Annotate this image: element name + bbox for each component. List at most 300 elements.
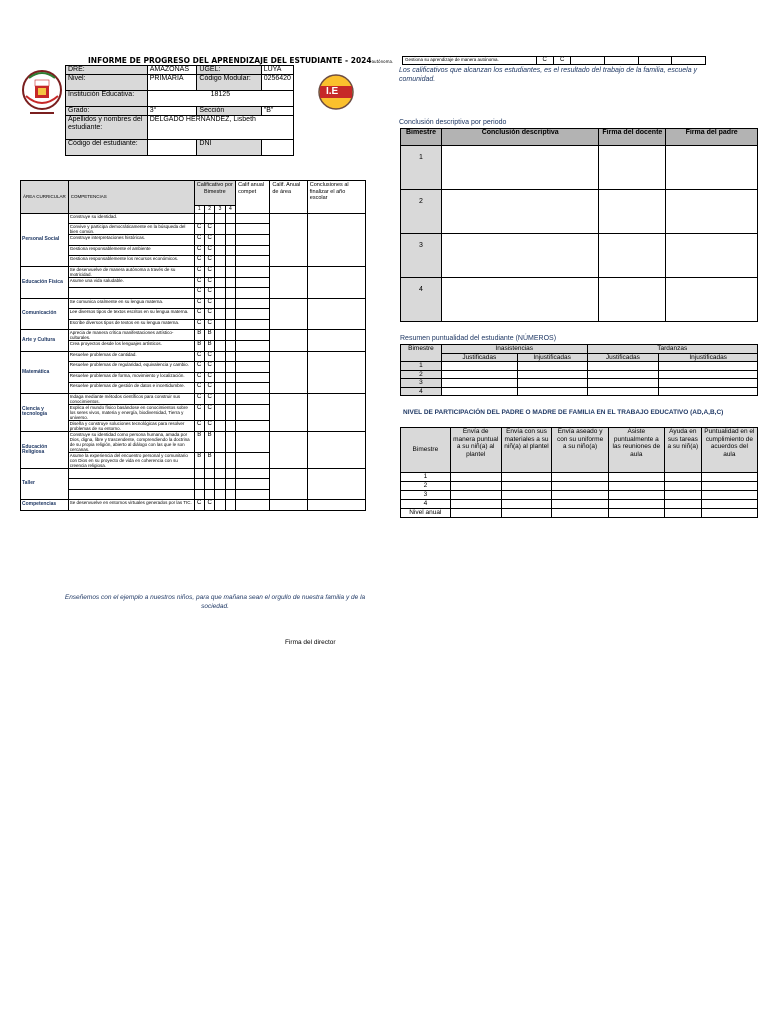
info-value-2: 0256420 <box>261 75 293 91</box>
bimestre-number: 3 <box>401 234 442 278</box>
grade-cell: C <box>194 298 204 309</box>
calif-anual-cell <box>236 319 270 330</box>
competencia-text <box>68 479 194 490</box>
conclusion-header: Bimestre <box>401 129 442 146</box>
participation-cell <box>608 473 664 482</box>
table-row <box>21 298 366 309</box>
grade-cell <box>225 404 235 420</box>
header-calif-area: Calif. Anual de área <box>270 181 307 214</box>
grade-cell <box>194 468 204 479</box>
area-name: Educación Religiosa <box>21 431 69 468</box>
table-row <box>401 491 758 500</box>
punctuality-header-justificadas-tard: Justificadas <box>587 353 659 362</box>
grade-cell <box>215 330 225 341</box>
school-crest-text: I.E <box>326 86 339 97</box>
punctuality-cell <box>587 379 659 388</box>
table-row <box>21 468 366 479</box>
grade-cell <box>215 383 225 394</box>
conclusion-header: Conclusión descriptiva <box>441 129 598 146</box>
header-calificativo: Calificativo por Bimestre <box>194 181 236 206</box>
punctuality-cell <box>517 370 587 379</box>
grade-cell <box>215 420 225 431</box>
grade-cell: C <box>204 393 214 404</box>
grade-cell <box>225 393 235 404</box>
table-row <box>21 500 366 511</box>
competencia-text: Gestiona responsablemente el ambiente <box>68 245 194 256</box>
grades-table <box>20 180 366 511</box>
participation-row-label: 1 <box>401 473 451 482</box>
grade-cell: C <box>204 309 214 320</box>
bimestre-header-3: 3 <box>215 206 225 214</box>
grade-cell: C <box>204 420 214 431</box>
calif-anual-cell <box>236 235 270 246</box>
autonomy-row <box>402 56 706 65</box>
participation-header: Asiste puntualmente a las reuniones de aula <box>608 428 664 473</box>
conclusion-cell <box>441 278 598 322</box>
grade-cell <box>225 431 235 452</box>
participation-cell <box>501 482 552 491</box>
grade-cell <box>225 298 235 309</box>
director-signature-label: Firma del director <box>285 639 336 646</box>
grade-cell <box>215 288 225 299</box>
conclusion-cell <box>666 278 758 322</box>
info-value-2 <box>261 140 293 156</box>
conclusion-table <box>400 128 758 322</box>
bimestre-number: 1 <box>401 146 442 190</box>
grade-cell: C <box>204 319 214 330</box>
participation-cell <box>501 509 552 518</box>
grade-cell <box>225 351 235 362</box>
info-row <box>66 91 294 107</box>
grade-cell: C <box>194 404 204 420</box>
punctuality-header-bimestre: Bimestre <box>401 345 442 362</box>
grade-cell <box>204 213 214 224</box>
participation-cell <box>664 500 701 509</box>
bimestre-number: 2 <box>401 190 442 234</box>
grade-cell <box>225 245 235 256</box>
conclusion-title: Conclusión descriptiva por periodo <box>399 119 507 126</box>
conclusion-cell <box>307 298 365 330</box>
autonomy-grade-cell <box>604 57 638 65</box>
punctuality-table <box>400 344 758 396</box>
grade-cell: C <box>194 256 204 267</box>
participation-header: Bimestre <box>401 428 451 473</box>
participation-header: Ayuda en sus tareas a su niñ(a) <box>664 428 701 473</box>
grade-cell <box>215 452 225 468</box>
calif-anual-cell <box>236 351 270 362</box>
punctuality-cell <box>517 387 587 396</box>
conclusion-cell <box>599 190 666 234</box>
grade-cell <box>215 372 225 383</box>
grade-cell: C <box>204 224 214 235</box>
grade-cell <box>225 266 235 277</box>
info-value: DELGADO HERNANDEZ, Lisbeth <box>147 116 293 140</box>
grade-cell <box>204 468 214 479</box>
competencia-text: Se comunica oralmente en su lengua materna. <box>68 298 194 309</box>
info-label: Nivel: <box>66 75 148 91</box>
info-label: Institución Educativa: <box>66 91 148 107</box>
competencia-text: Resuelve problemas de regularidad, equivalencia y cambio. <box>68 362 194 373</box>
conclusion-header: Firma del padre <box>666 129 758 146</box>
punctuality-header-injustificadas: Injustificadas <box>517 353 587 362</box>
area-name: Personal Social <box>21 213 69 266</box>
info-label-2: Sección <box>197 107 261 116</box>
grade-cell <box>225 452 235 468</box>
punctuality-cell <box>659 379 758 388</box>
autonomy-text: Gestiona su aprendizaje de manera autónoma. <box>403 57 537 65</box>
calif-anual-cell <box>236 362 270 373</box>
grade-cell: C <box>194 383 204 394</box>
conclusion-cell <box>441 146 598 190</box>
table-row <box>21 431 366 452</box>
punctuality-cell <box>441 370 517 379</box>
bimestre-number: 4 <box>401 387 442 396</box>
participation-cell <box>450 482 501 491</box>
bimestre-header-4: 4 <box>225 206 235 214</box>
grade-cell <box>225 362 235 373</box>
punctuality-cell <box>587 387 659 396</box>
punctuality-cell <box>587 370 659 379</box>
grade-cell <box>225 224 235 235</box>
info-row <box>66 75 294 91</box>
conclusion-cell <box>441 190 598 234</box>
grade-cell <box>225 479 235 490</box>
grade-cell: C <box>204 256 214 267</box>
grade-cell <box>215 245 225 256</box>
grade-cell: C <box>194 245 204 256</box>
table-row <box>401 482 758 491</box>
participation-cell <box>552 500 608 509</box>
info-label: DRE: <box>66 66 148 75</box>
competencia-text: Lee diversos tipos de textos escritos en su lengua materna. <box>68 309 194 320</box>
calif-anual-cell <box>236 277 270 288</box>
conclusion-cell <box>307 213 365 266</box>
table-row <box>401 370 758 379</box>
grade-cell <box>204 479 214 490</box>
grade-cell <box>225 372 235 383</box>
table-row <box>401 146 758 190</box>
punctuality-title: Resumen puntualidad del estudiante (NÚMEROS) <box>400 335 557 342</box>
grade-cell <box>225 235 235 246</box>
participation-cell <box>701 491 757 500</box>
competencia-text: Construye interpretaciones históricas. <box>68 235 194 246</box>
participation-cell <box>608 500 664 509</box>
grade-cell: C <box>194 266 204 277</box>
area-name: Taller <box>21 468 69 500</box>
grade-cell <box>225 330 235 341</box>
conclusion-cell <box>307 351 365 393</box>
competencia-text: Diseña y construye soluciones tecnológicas para resolver problemas de su entorno. <box>68 420 194 431</box>
punctuality-header-injustificadas-tard: Injustificadas <box>659 353 758 362</box>
area-name: Arte y Cultura <box>21 330 69 352</box>
info-label-2: DNI <box>197 140 261 156</box>
grade-cell <box>215 309 225 320</box>
calif-anual-cell <box>236 468 270 479</box>
participation-cell <box>450 473 501 482</box>
calif-anual-cell <box>236 288 270 299</box>
calif-anual-cell <box>236 479 270 490</box>
competencia-text: Resuelve problemas de gestión de datos e incertidumbre. <box>68 383 194 394</box>
punctuality-cell <box>441 379 517 388</box>
participation-cell <box>664 491 701 500</box>
area-name: Educación Física <box>21 266 69 298</box>
autonomy-grade-cell <box>571 57 605 65</box>
grade-cell: C <box>204 288 214 299</box>
conclusion-header: Firma del docente <box>599 129 666 146</box>
grade-cell <box>225 213 235 224</box>
family-intro-text: Los calificativos que alcanzan los estudiantes, es el resultado del trabajo de la familia, escuela y comunidad. <box>399 67 698 83</box>
participation-row-label: Nivel anual <box>401 509 451 518</box>
punctuality-cell <box>517 379 587 388</box>
competencia-text: Asume la experiencia del encuentro personal y comunitario con Dios en su proyecto de vida en coherencia con su creencia religiosa. <box>68 452 194 468</box>
grade-cell: C <box>204 245 214 256</box>
info-row <box>66 107 294 116</box>
participation-cell <box>501 491 552 500</box>
conclusion-cell <box>666 190 758 234</box>
participation-table <box>400 427 758 518</box>
grade-cell: C <box>194 235 204 246</box>
conclusion-cell <box>599 146 666 190</box>
grade-cell <box>225 309 235 320</box>
header-conclusiones: Conclusiones al finalizar el año escolar <box>307 181 365 214</box>
grade-cell: C <box>204 372 214 383</box>
grade-cell: C <box>194 420 204 431</box>
grade-cell: B <box>204 431 214 452</box>
calif-anual-cell <box>236 245 270 256</box>
grade-cell <box>215 362 225 373</box>
conclusion-cell <box>666 146 758 190</box>
participation-cell <box>701 473 757 482</box>
info-row <box>66 116 294 140</box>
grade-cell: C <box>194 277 204 288</box>
peru-coat-of-arms-logo <box>20 66 64 118</box>
grade-cell: C <box>194 351 204 362</box>
table-row <box>21 351 366 362</box>
calif-anual-cell <box>236 256 270 267</box>
grade-cell: C <box>194 288 204 299</box>
calif-anual-cell <box>236 404 270 420</box>
competencia-text: Construye su identidad como persona humana, amada por Dios, digna, libre y trascendente, comprendiendo la doctrina de su propia religión, abierto al diálogo con las que le son cercanas. <box>68 431 194 452</box>
grade-cell: C <box>204 277 214 288</box>
conclusion-cell <box>307 393 365 431</box>
punctuality-header-justificadas: Justificadas <box>441 353 517 362</box>
grade-cell <box>225 341 235 352</box>
competencia-text: Aprecia de manera crítica manifestaciones artístico-culturales. <box>68 330 194 341</box>
conclusion-cell <box>666 234 758 278</box>
info-value: 18125 <box>147 91 293 107</box>
calif-anual-cell <box>236 224 270 235</box>
grade-cell <box>215 319 225 330</box>
header-area: ÁREA CURRICULAR <box>21 181 69 214</box>
info-label: Código del estudiante: <box>66 140 148 156</box>
grade-cell <box>215 431 225 452</box>
participation-row-label: 4 <box>401 500 451 509</box>
calif-anual-cell <box>236 341 270 352</box>
participation-cell <box>450 509 501 518</box>
info-label-2: UGEL: <box>197 66 261 75</box>
grade-cell: B <box>204 452 214 468</box>
grade-cell <box>215 489 225 500</box>
participation-header: Envía con sus materiales a su niñ(a) al plantel <box>501 428 552 473</box>
conclusion-cell <box>599 234 666 278</box>
info-row <box>66 140 294 156</box>
calif-anual-cell <box>236 372 270 383</box>
grade-cell <box>215 341 225 352</box>
info-value-2: LUYA <box>261 66 293 75</box>
autonomy-grade-cell <box>638 57 672 65</box>
grade-cell <box>225 256 235 267</box>
competencia-text: Convive y participa democráticamente en la búsqueda del bien común. <box>68 224 194 235</box>
conclusion-cell <box>307 468 365 500</box>
grade-cell <box>215 235 225 246</box>
participation-row-label: 3 <box>401 491 451 500</box>
competencia-text: Resuelve problemas de cantidad. <box>68 351 194 362</box>
punctuality-cell <box>659 370 758 379</box>
participation-cell <box>701 500 757 509</box>
grade-cell <box>215 224 225 235</box>
participation-cell <box>501 500 552 509</box>
punctuality-cell <box>517 362 587 371</box>
student-info-table <box>65 65 294 156</box>
competencia-text <box>68 468 194 479</box>
conclusion-cell <box>307 431 365 468</box>
grade-cell: B <box>204 341 214 352</box>
motto-text: Enseñemos con el ejemplo a nuestros niños, para que mañana sean el orgullo de nuestra familia y de la sociedad. <box>64 594 366 610</box>
grade-cell: C <box>204 298 214 309</box>
grade-cell: C <box>194 362 204 373</box>
conclusion-cell <box>599 278 666 322</box>
table-row <box>21 213 366 224</box>
table-row <box>21 330 366 341</box>
conclusion-cell <box>441 234 598 278</box>
grade-cell <box>225 288 235 299</box>
grade-cell <box>215 298 225 309</box>
grade-cell: B <box>194 330 204 341</box>
calif-anual-cell <box>236 393 270 404</box>
participation-header: Envía aseado y con su uniforme a su niño(a) <box>552 428 608 473</box>
grade-cell <box>225 277 235 288</box>
punctuality-header-inasistencias: Inasistencias <box>441 345 587 354</box>
participation-row-label: 2 <box>401 482 451 491</box>
report-title: INFORME DE PROGRESO DEL APRENDIZAJE DEL ESTUDIANTE - 2024 <box>88 56 372 65</box>
grade-cell <box>194 213 204 224</box>
grade-cell: B <box>204 330 214 341</box>
area-name: Comunicación <box>21 298 69 330</box>
conclusion-cell <box>307 266 365 298</box>
info-value <box>147 140 197 156</box>
bimestre-number: 2 <box>401 370 442 379</box>
participation-cell <box>552 509 608 518</box>
calif-area-cell <box>270 266 307 298</box>
table-row <box>401 278 758 322</box>
participation-cell <box>450 491 501 500</box>
participation-cell <box>608 482 664 491</box>
participation-header: Puntualidad en el cumplimiento de acuerdos del aula <box>701 428 757 473</box>
grade-cell: C <box>194 393 204 404</box>
grade-cell: C <box>194 500 204 511</box>
calif-area-cell <box>270 213 307 266</box>
calif-anual-cell <box>236 500 270 511</box>
calif-anual-cell <box>236 383 270 394</box>
info-value: PRIMARIA <box>147 75 197 91</box>
grade-cell: B <box>194 341 204 352</box>
calif-area-cell <box>270 330 307 352</box>
participation-cell <box>501 473 552 482</box>
participation-title: NIVEL DE PARTICIPACIÓN DEL PADRE O MADRE DE FAMILIA EN EL TRABAJO EDUCATIVO (AD,A,B,C) <box>403 409 724 416</box>
grade-cell <box>225 489 235 500</box>
grade-cell: C <box>204 351 214 362</box>
bimestre-header-1: 1 <box>194 206 204 214</box>
participation-cell <box>701 482 757 491</box>
grade-cell <box>215 266 225 277</box>
participation-cell <box>664 482 701 491</box>
school-crest-logo <box>317 72 355 116</box>
info-value: AMAZONAS <box>147 66 197 75</box>
grade-cell <box>215 404 225 420</box>
calif-area-cell <box>270 431 307 468</box>
grade-cell: C <box>204 266 214 277</box>
participation-cell <box>608 509 664 518</box>
calif-area-cell <box>270 393 307 431</box>
area-name: Competencias <box>21 500 69 511</box>
participation-cell <box>450 500 501 509</box>
participation-cell <box>608 491 664 500</box>
competencia-text: Crea proyectos desde los lenguajes artísticos. <box>68 341 194 352</box>
punctuality-cell <box>587 362 659 371</box>
bimestre-number: 3 <box>401 379 442 388</box>
bimestre-number: 4 <box>401 278 442 322</box>
grade-cell: C <box>204 404 214 420</box>
grade-cell: C <box>194 309 204 320</box>
info-label: Apellidos y nombres del estudiante: <box>66 116 148 140</box>
grade-cell <box>215 213 225 224</box>
bimestre-number: 1 <box>401 362 442 371</box>
competencia-text: Gestiona responsablemente los recursos económicos. <box>68 256 194 267</box>
participation-header: Envía de manera puntual a su niñ(a) al plantel <box>450 428 501 473</box>
punctuality-cell <box>441 387 517 396</box>
autonomy-grade-cell: C <box>536 57 553 65</box>
competencia-text: Asume una vida saludable. <box>68 277 194 288</box>
grade-cell: C <box>204 500 214 511</box>
participation-cell <box>552 482 608 491</box>
grade-cell: B <box>194 452 204 468</box>
grade-cell <box>215 393 225 404</box>
calif-area-cell <box>270 351 307 393</box>
conclusion-cell <box>307 330 365 352</box>
table-row <box>401 509 758 518</box>
grade-cell: B <box>194 431 204 452</box>
calif-anual-cell <box>236 420 270 431</box>
competencia-text: Se desenvuelve de manera autónoma a través de su motricidad. <box>68 266 194 277</box>
grade-cell: C <box>204 362 214 373</box>
table-row <box>401 500 758 509</box>
grade-cell <box>225 383 235 394</box>
info-value-2: "B" <box>261 107 293 116</box>
punctuality-cell <box>441 362 517 371</box>
autonomy-grade-cell <box>672 57 706 65</box>
calif-anual-cell <box>236 489 270 500</box>
grade-cell: C <box>194 319 204 330</box>
grade-cell <box>215 256 225 267</box>
table-row <box>401 362 758 371</box>
grade-cell <box>215 500 225 511</box>
table-row <box>401 387 758 396</box>
calif-anual-cell <box>236 452 270 468</box>
report-title-overflow: autónoma. <box>371 59 394 64</box>
competencia-text <box>68 489 194 500</box>
area-name: Ciencia y tecnología <box>21 393 69 431</box>
grade-cell <box>194 479 204 490</box>
